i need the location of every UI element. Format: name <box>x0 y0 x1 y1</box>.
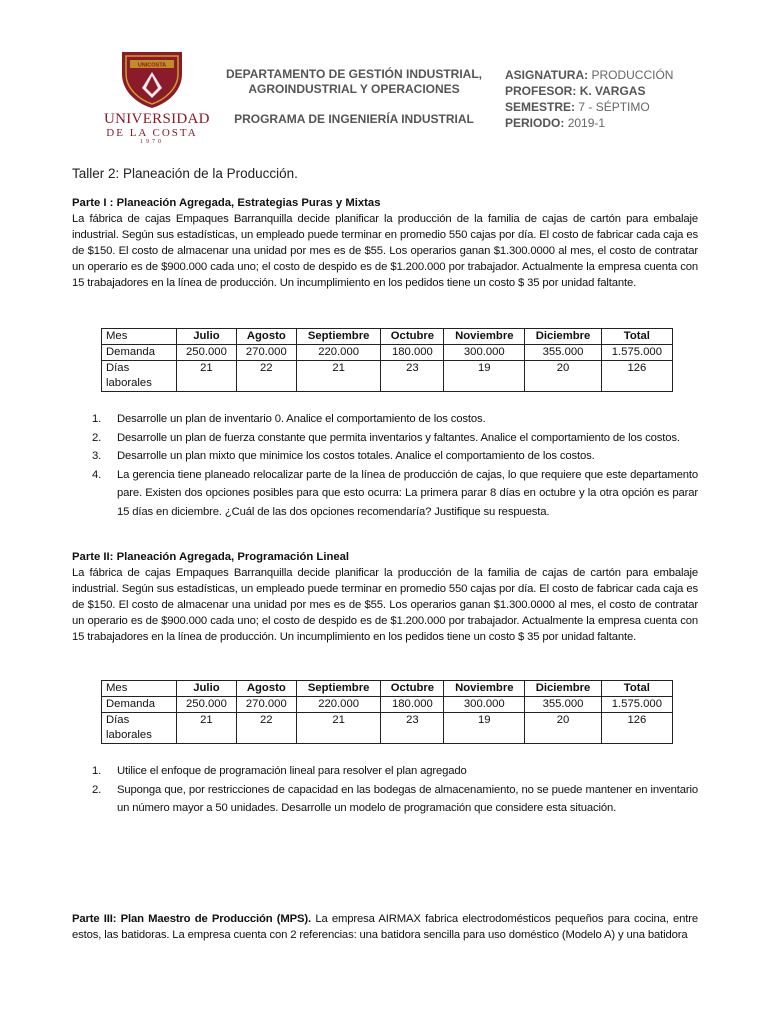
university-logo <box>104 48 210 148</box>
department-line-2: AGROINDUSTRIAL Y OPERACIONES <box>248 82 460 96</box>
table-row-dias: Días laborales 21 22 21 23 19 20 126 <box>102 713 673 744</box>
part-3-text: La empresa AIRMAX fabrica electrodomésticos pequeños para cocina, entre estos, las batidoras. La empresa cuenta con 2 referencias: una batidora sencilla para uso doméstico (Modelo A) y una batidora <box>72 913 698 941</box>
table-header-row: Mes Julio Agosto Septiembre Octubre Noviembre Diciembre Total <box>102 681 673 697</box>
part-3 <box>72 911 698 943</box>
part-3-heading: Parte III: Plan Maestro de Producción (MPS). <box>72 913 312 925</box>
part-2-heading: Parte II: Planeación Agregada, Programación Lineal <box>72 551 350 563</box>
periodo-value: 2019-1 <box>567 116 606 130</box>
list-item: 1. Desarrolle un plan de inventario 0. Analice el comportamiento de los costos. <box>92 413 486 425</box>
list-item: 1. Utilice el enfoque de programación lineal para resolver el plan agregado <box>92 765 467 777</box>
part-2-questions <box>72 762 698 818</box>
list-item: 3. Desarrolle un plan mixto que minimice los costos totales. Analice el comportamiento de los costos. <box>92 450 595 462</box>
demand-table-2 <box>101 680 673 744</box>
part-1-questions <box>72 410 698 521</box>
svg-text:UNICOSTA: UNICOSTA <box>137 62 167 69</box>
list-item: 2. Desarrolle un plan de fuerza constante que permita inventarios y faltantes. Analice el comportamiento de los costos. <box>92 431 680 444</box>
periodo-label: PERIODO: <box>505 116 565 130</box>
profesor-label: PROFESOR: <box>505 84 577 98</box>
semestre-label: SEMESTRE: <box>505 100 576 114</box>
document-title: Taller 2: Planeación de la Producción. <box>72 166 298 181</box>
logo-name: UNIVERSIDAD <box>104 111 210 127</box>
table-row-demanda: Demanda 250.000 270.000 220.000 180.000 300.000 355.000 1.575.000 <box>102 697 673 713</box>
table-row-demanda: Demanda 250.000 270.000 220.000 180.000 300.000 355.000 1.575.000 <box>102 345 673 361</box>
logo-year: 1970 <box>140 139 164 145</box>
semestre-value: 7 - SÉPTIMO <box>578 100 650 114</box>
part-2-paragraph: La fábrica de cajas Empaques Barranquilla decide planificar la producción de la familia de cajas de cartón para embalaje industrial. Según sus estadísticas, un empleado puede terminar en promedio 550 cajas por día. El costo de fabricar cada caja es de $150. El costo de almacenar una unidad por mes es de $55. Los operarios ganan $1.300.0000 al mes, el costo de contratar un operario es de $900.000 cada uno; el costo de despido es de $1.200.000 por trabajador. Actualmente la empresa cuenta con 15 trabajadores en la línea de producción. Un incumplimiento en los pedidos tiene un costo $ 35 por unidad faltante. <box>72 567 698 643</box>
asignatura-value: PRODUCCIÓN <box>591 68 674 82</box>
part-1-paragraph: La fábrica de cajas Empaques Barranquilla decide planificar la producción de la familia de cajas de cartón para embalaje industrial. Según sus estadísticas, un empleado puede terminar en promedio 550 cajas por día. El costo de fabricar cada caja es de $150. El costo de almacenar una unidad por mes es de $55. Los operarios ganan $1.300.0000 al mes, el costo de contratar un operario es de $900.000 cada uno; el costo de despido es de $1.200.000 por trabajador. Actualmente la empresa cuenta con 15 trabajadores en la línea de producción. Un incumplimiento en los pedidos tiene un costo $ 35 por unidad faltante. <box>72 213 698 289</box>
part-1-heading: Parte I : Planeación Agregada, Estrategias Puras y Mixtas <box>72 197 381 209</box>
profesor-value: K. VARGAS <box>579 84 646 98</box>
table-header-row: Mes Julio Agosto Septiembre Octubre Noviembre Diciembre Total <box>102 329 673 345</box>
demand-table-1 <box>101 328 673 392</box>
list-item: 4. La gerencia tiene planeado relocalizar parte de la línea de producción de cajas, lo que requiere que este departamento pare. Existen dos opciones posibles para que esto ocurra: La primera parar 8 días en octubre y la otra opción es parar 15 días en diciembre. ¿Cuál de las dos opciones recomendaría? Justifique su respuesta. <box>92 468 698 518</box>
asignatura-label: ASIGNATURA: <box>505 68 589 82</box>
course-meta <box>505 67 673 131</box>
department-line-1: DEPARTAMENTO DE GESTIÓN INDUSTRIAL, <box>225 67 482 81</box>
logo-subname: DE LA COSTA <box>106 127 198 139</box>
department-name <box>212 67 496 97</box>
part-2 <box>72 549 698 645</box>
list-item: 2. Suponga que, por restricciones de capacidad en las bodegas de almacenamiento, no se puede mantener en inventario un número mayor a 50 unidades. Desarrolle un modelo de programación que considere esta situación. <box>92 783 698 814</box>
part-1 <box>72 195 698 291</box>
shield-icon <box>116 48 188 110</box>
program-name: PROGRAMA DE INGENIERÍA INDUSTRIAL <box>234 112 474 126</box>
table-row-dias: Días laborales 21 22 21 23 19 20 126 <box>102 361 673 392</box>
